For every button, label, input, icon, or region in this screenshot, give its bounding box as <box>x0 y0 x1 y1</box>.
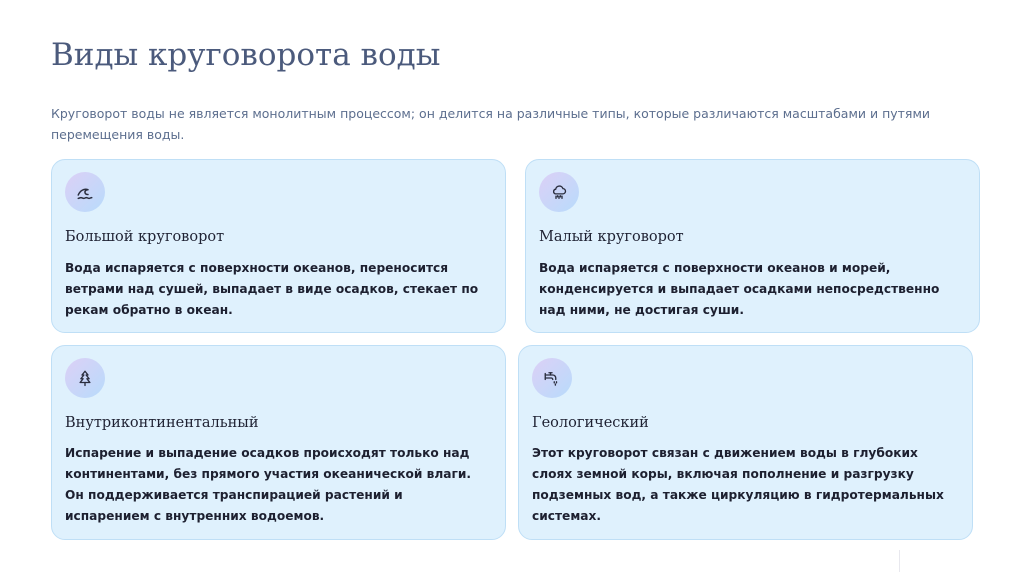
card-text: Испарение и выпадение осадков происходят только над континентами, без прямого участия океанической влаги. Он поддерживается транспирацией растений и испарением с внутренних водоемов. <box>65 446 472 523</box>
card-text: Вода испаряется с поверхности океанов, переносится ветрами над сушей, выпадает в виде осадков, стекает по рекам обратно в океан. <box>65 261 479 317</box>
card-title: Внутриконтинентальный <box>65 415 259 431</box>
card-big-cycle <box>51 159 506 333</box>
footer-divider <box>899 550 900 572</box>
card-continental-cycle <box>51 345 506 540</box>
wave-icon <box>65 172 105 212</box>
card-title: Геологический <box>532 415 649 431</box>
card-title: Большой круговорот <box>65 229 225 245</box>
page-title: Виды круговорота воды <box>51 37 441 73</box>
page-subtitle: Круговорот воды не является монолитным процессом; он делится на различные типы, которые различаются масштабами и путями перемещения воды. <box>51 106 930 142</box>
faucet-icon <box>532 358 572 398</box>
cloud-rain-icon <box>539 172 579 212</box>
card-text: Вода испаряется с поверхности океанов и морей, конденсируется и выпадает осадками непосредственно над ними, не достигая суши. <box>539 261 940 317</box>
card-text: Этот круговорот связан с движением воды в глубоких слоях земной коры, включая пополнение и разгрузку подземных вод, а также циркуляцию в гидротермальных системах. <box>532 446 944 523</box>
card-title: Малый круговорот <box>539 229 684 245</box>
card-small-cycle <box>525 159 980 333</box>
tree-icon <box>65 358 105 398</box>
card-geological-cycle <box>518 345 973 540</box>
